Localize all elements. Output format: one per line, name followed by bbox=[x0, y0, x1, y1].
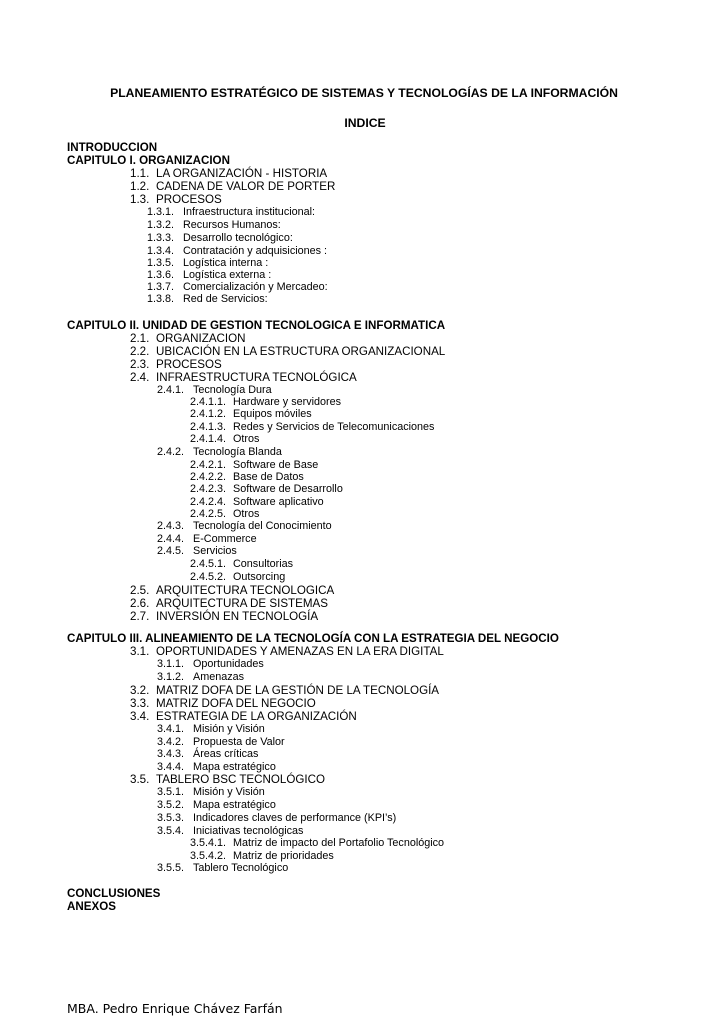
toc-entry bbox=[147, 206, 315, 219]
toc-entry bbox=[190, 571, 285, 584]
toc-entry-text: Red de Servicios: bbox=[183, 293, 268, 305]
toc-entry-number: 2.4.2.2. bbox=[190, 471, 227, 483]
toc-entry-text: Recursos Humanos: bbox=[183, 219, 281, 231]
toc-entry-number: 3.1.2. bbox=[157, 671, 185, 683]
toc-entry-text: Áreas críticas bbox=[193, 748, 259, 760]
toc-entry-text: CONCLUSIONES bbox=[67, 887, 161, 900]
toc-entry-text: Oportunidades bbox=[193, 658, 264, 670]
toc-entry-text: Tecnología Blanda bbox=[193, 446, 282, 458]
toc-entry-text: Software de Base bbox=[233, 459, 319, 471]
index-heading: INDICE bbox=[344, 116, 386, 130]
toc-entry bbox=[157, 520, 332, 533]
toc-entry-number: 3.4.2. bbox=[157, 736, 185, 748]
toc-entry-number: 1.3.4. bbox=[147, 245, 175, 257]
toc-entry-text: Tablero Tecnológico bbox=[193, 862, 289, 874]
toc-entry-number: 2.1. bbox=[130, 332, 150, 345]
toc-entry-number: 3.1. bbox=[130, 645, 150, 658]
toc-entry-text: Matriz de prioridades bbox=[233, 850, 334, 862]
toc-entry bbox=[157, 812, 396, 825]
toc-entry-number: 2.6. bbox=[130, 597, 150, 610]
document-title: PLANEAMIENTO ESTRATÉGICO DE SISTEMAS Y TECNOLOGÍAS DE LA INFORMACIÓN bbox=[110, 86, 618, 100]
toc-entry-text: Servicios bbox=[193, 545, 237, 557]
toc-entry bbox=[130, 610, 318, 623]
toc-entry bbox=[130, 710, 357, 723]
toc-entry bbox=[147, 232, 293, 245]
toc-entry-text: ARQUITECTURA TECNOLOGICA bbox=[156, 584, 335, 597]
toc-entry-text: Tecnología Dura bbox=[193, 384, 272, 396]
author-footer: MBA. Pedro Enrique Chávez Farfán bbox=[67, 1001, 283, 1016]
toc-entry-number: 2.4. bbox=[130, 371, 150, 384]
toc-entry-text: Hardware y servidores bbox=[233, 396, 342, 408]
toc-entry-number: 1.3.3. bbox=[147, 232, 175, 244]
toc-entry-number: 2.4.2.1. bbox=[190, 459, 227, 471]
toc-entry-number: 2.4.1. bbox=[157, 384, 185, 396]
toc-entry-number: 2.4.2. bbox=[157, 446, 185, 458]
toc-entry-text: Infraestructura institucional: bbox=[183, 206, 316, 218]
toc-entry-number: 3.5.5. bbox=[157, 862, 185, 874]
toc-entry bbox=[157, 446, 282, 459]
toc-entry-number: 2.2. bbox=[130, 345, 150, 358]
toc-chapter-heading bbox=[67, 319, 445, 332]
toc-entry bbox=[130, 358, 222, 371]
toc-entry-text: Iniciativas tecnológicas bbox=[193, 825, 304, 837]
toc-entry-text: ARQUITECTURA DE SISTEMAS bbox=[156, 597, 328, 610]
toc-entry-number: 3.2. bbox=[130, 684, 150, 697]
toc-entry bbox=[157, 658, 264, 671]
toc-entry-number: 1.3.8. bbox=[147, 293, 175, 305]
toc-entry-text: MATRIZ DOFA DEL NEGOCIO bbox=[156, 697, 316, 710]
toc-entry-text: Equipos móviles bbox=[233, 408, 312, 420]
toc-entry-text: Amenazas bbox=[193, 671, 245, 683]
toc-entry-number: 2.4.5. bbox=[157, 545, 185, 557]
toc-entry-text: Outsorcing bbox=[233, 571, 286, 583]
toc-entry-number: 3.5.2. bbox=[157, 799, 185, 811]
toc-entry-number: 2.4.5.1. bbox=[190, 558, 227, 570]
toc-entry bbox=[130, 371, 357, 384]
toc-entry-number: 2.4.2.3. bbox=[190, 483, 227, 495]
toc-entry-text: ESTRATEGIA DE LA ORGANIZACIÓN bbox=[156, 710, 357, 723]
toc-entry-text: CAPITULO I. ORGANIZACION bbox=[67, 154, 230, 167]
toc-entry-number: 3.3. bbox=[130, 697, 150, 710]
toc-entry-text: Misión y Visión bbox=[193, 786, 265, 798]
toc-entry-text: Comercialización y Mercadeo: bbox=[183, 281, 328, 293]
toc-entry bbox=[157, 723, 265, 736]
toc-entry-number: 3.4.3. bbox=[157, 748, 185, 760]
toc-entry-text: Indicadores claves de performance (KPI’s) bbox=[193, 812, 397, 824]
toc-entry-text: Mapa estratégico bbox=[193, 761, 276, 773]
toc-entry-text: Software aplicativo bbox=[233, 496, 324, 508]
toc-entry bbox=[157, 786, 265, 799]
toc-entry bbox=[130, 697, 316, 710]
toc-entry-number: 3.4.4. bbox=[157, 761, 185, 773]
toc-entry-text: E-Commerce bbox=[193, 533, 257, 545]
toc-entry-number: 1.1. bbox=[130, 167, 150, 180]
toc-entry bbox=[157, 799, 276, 812]
toc-entry-number: 2.7. bbox=[130, 610, 150, 623]
toc-entry-number: 1.3.1. bbox=[147, 206, 175, 218]
toc-entry bbox=[157, 748, 258, 761]
toc-entry-number: 2.4.1.3. bbox=[190, 421, 227, 433]
toc-entry bbox=[190, 483, 343, 496]
toc-entry-number: 3.4.1. bbox=[157, 723, 185, 735]
toc-entry-text: ANEXOS bbox=[67, 900, 116, 913]
toc-entry-text: LA ORGANIZACIÓN - HISTORIA bbox=[156, 167, 328, 180]
toc-entry-number: 1.3.7. bbox=[147, 281, 175, 293]
toc-entry bbox=[147, 293, 268, 306]
toc-entry-text: Otros bbox=[233, 508, 260, 520]
toc-chapter-heading bbox=[67, 154, 230, 167]
toc-entry-number: 3.5.1. bbox=[157, 786, 185, 798]
toc-entry-text: Base de Datos bbox=[233, 471, 304, 483]
toc-entry-text: PROCESOS bbox=[156, 193, 222, 206]
toc-entry-text: CADENA DE VALOR DE PORTER bbox=[156, 180, 336, 193]
toc-entry bbox=[190, 408, 312, 421]
toc-entry-text: Mapa estratégico bbox=[193, 799, 276, 811]
toc-entry-number: 2.4.5.2. bbox=[190, 571, 227, 583]
toc-entry-number: 1.2. bbox=[130, 180, 150, 193]
toc-entry-number: 1.3. bbox=[130, 193, 150, 206]
toc-entry-text: Desarrollo tecnológico: bbox=[183, 232, 293, 244]
toc-entry-number: 2.5. bbox=[130, 584, 150, 597]
toc-entry bbox=[190, 837, 444, 850]
toc-entry-number: 2.4.1.2. bbox=[190, 408, 227, 420]
toc-entry-text: ORGANIZACION bbox=[156, 332, 246, 345]
toc-entry bbox=[130, 645, 444, 658]
toc-entry bbox=[130, 773, 325, 786]
toc-entry-text: INVERSIÓN EN TECNOLOGÍA bbox=[156, 610, 319, 623]
toc-entry-text: CAPITULO II. UNIDAD DE GESTION TECNOLOGICA E INFORMATICA bbox=[67, 319, 446, 332]
toc-entry bbox=[157, 671, 244, 684]
toc-entry-text: PROCESOS bbox=[156, 358, 222, 371]
toc-entry-text: Matriz de impacto del Portafolio Tecnológico bbox=[233, 837, 445, 849]
toc-entry-text: Tecnología del Conocimiento bbox=[193, 520, 332, 532]
toc-entry bbox=[157, 862, 288, 875]
toc-entry-number: 2.4.2.5. bbox=[190, 508, 227, 520]
toc-entry bbox=[157, 545, 237, 558]
toc-entry bbox=[130, 332, 246, 345]
toc-entry-text: UBICACIÓN EN LA ESTRUCTURA ORGANIZACIONAL bbox=[156, 345, 446, 358]
toc-entry-text: INTRODUCCION bbox=[67, 141, 158, 154]
toc-entry bbox=[130, 167, 327, 180]
toc-entry-number: 2.4.1.1. bbox=[190, 396, 227, 408]
toc-entry-text: Logística interna : bbox=[183, 257, 269, 269]
toc-entry-text: Propuesta de Valor bbox=[193, 736, 285, 748]
toc-entry-number: 1.3.2. bbox=[147, 219, 175, 231]
toc-entry-text: INFRAESTRUCTURA TECNOLÓGICA bbox=[156, 371, 357, 384]
toc-entry bbox=[190, 433, 259, 446]
toc-entry-number: 1.3.6. bbox=[147, 269, 175, 281]
toc-entry-number: 2.4.4. bbox=[157, 533, 185, 545]
toc-entry-number: 3.5.3. bbox=[157, 812, 185, 824]
toc-entry bbox=[130, 193, 222, 206]
toc-entry-number: 3.5. bbox=[130, 773, 150, 786]
toc-entry-number: 2.3. bbox=[130, 358, 150, 371]
toc-entry-number: 3.5.4.1. bbox=[190, 837, 227, 849]
toc-entry-text: Otros bbox=[233, 433, 260, 445]
toc-entry-number: 2.4.1.4. bbox=[190, 433, 227, 445]
toc-entry-text: Software de Desarrollo bbox=[233, 483, 343, 495]
toc-entry-number: 3.1.1. bbox=[157, 658, 185, 670]
toc-entry-number: 3.5.4.2. bbox=[190, 850, 227, 862]
toc-entry bbox=[190, 558, 293, 571]
toc-entry bbox=[130, 597, 328, 610]
toc-entry bbox=[130, 180, 335, 193]
toc-entry-number: 2.4.3. bbox=[157, 520, 185, 532]
toc-chapter-heading bbox=[67, 632, 559, 645]
toc-entry-text: CAPITULO III. ALINEAMIENTO DE LA TECNOLOGÍA CON LA ESTRATEGIA DEL NEGOCIO bbox=[67, 632, 559, 645]
toc-chapter-heading bbox=[67, 900, 116, 913]
toc-entry bbox=[147, 219, 281, 232]
toc-chapter-heading bbox=[67, 141, 157, 154]
toc-entry-text: TABLERO BSC TECNOLÓGICO bbox=[156, 773, 326, 786]
toc-chapter-heading bbox=[67, 887, 160, 900]
toc-entry-text: Misión y Visión bbox=[193, 723, 265, 735]
toc-entry-text: MATRIZ DOFA DE LA GESTIÓN DE LA TECNOLOGÍA bbox=[156, 684, 440, 697]
toc-entry bbox=[130, 684, 439, 697]
toc-entry-text: Logística externa : bbox=[183, 269, 272, 281]
toc-entry-number: 3.4. bbox=[130, 710, 150, 723]
toc-entry-text: OPORTUNIDADES Y AMENAZAS EN LA ERA DIGITAL bbox=[156, 645, 444, 658]
toc-entry-number: 1.3.5. bbox=[147, 257, 175, 269]
toc-entry-text: Consultorias bbox=[233, 558, 294, 570]
toc-entry-text: Redes y Servicios de Telecomunicaciones bbox=[233, 421, 435, 433]
toc-entry-number: 3.5.4. bbox=[157, 825, 185, 837]
toc-entry-text: Contratación y adquisiciones : bbox=[183, 245, 328, 257]
toc-entry bbox=[130, 584, 334, 597]
toc-entry-number: 2.4.2.4. bbox=[190, 496, 227, 508]
toc-entry bbox=[130, 345, 445, 358]
